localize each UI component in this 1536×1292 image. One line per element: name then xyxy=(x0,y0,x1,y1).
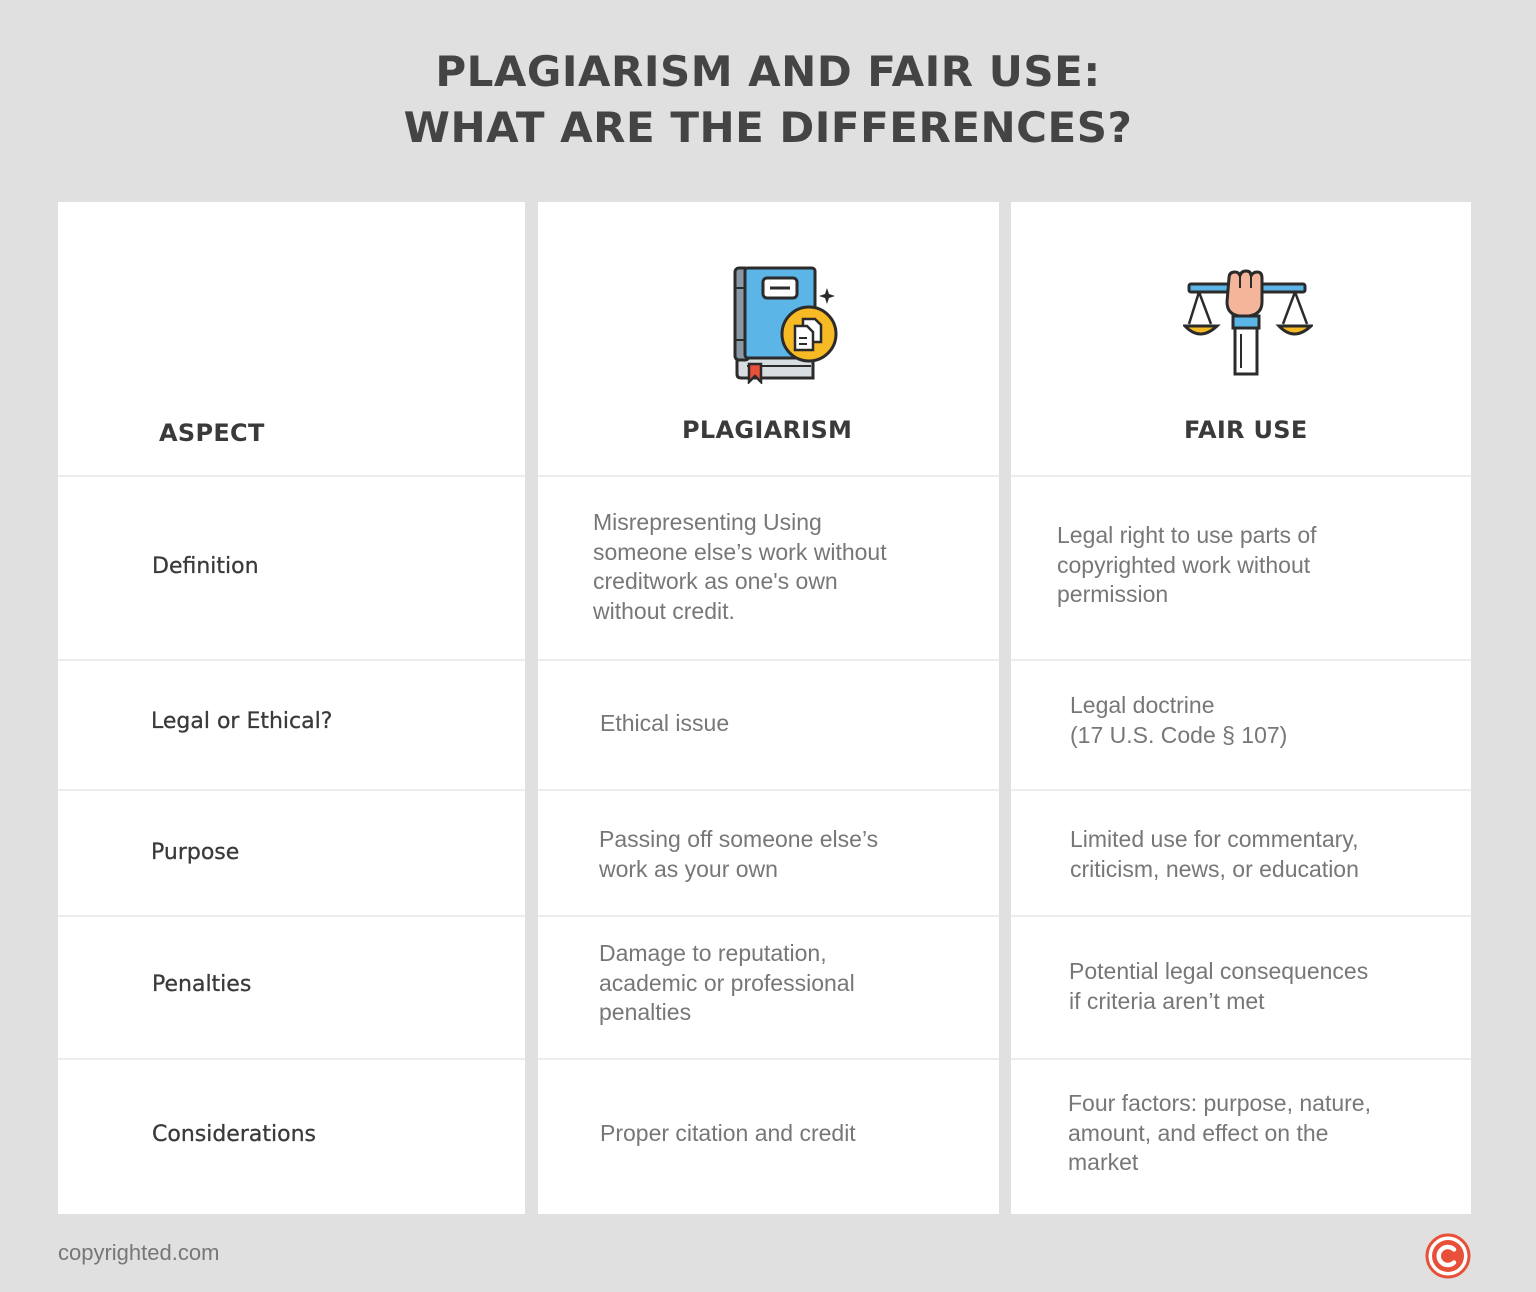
row-divider xyxy=(58,659,525,661)
plagiarism-column xyxy=(538,202,999,1214)
fair-use-column xyxy=(1011,202,1471,1214)
row-divider xyxy=(538,915,999,917)
row-divider xyxy=(1011,1058,1471,1060)
aspect-penalties: Penalties xyxy=(152,972,252,997)
aspect-header: ASPECT xyxy=(159,419,265,447)
plagiarism-legal-or-ethical: Ethical issue xyxy=(600,710,730,736)
plagiarism-penalties: Damage to reputation, academic or professional penalties xyxy=(599,940,855,1025)
book-with-document-icon xyxy=(731,264,841,384)
fair-use-purpose: Limited use for commentary, criticism, news, or education xyxy=(1070,826,1359,882)
aspect-legal-or-ethical: Legal or Ethical? xyxy=(151,709,333,734)
row-divider xyxy=(58,789,525,791)
row-divider xyxy=(538,1058,999,1060)
fair-use-considerations: Four factors: purpose, nature, amount, and effect on the market xyxy=(1068,1090,1371,1175)
row-divider xyxy=(58,915,525,917)
row-divider xyxy=(58,1058,525,1060)
fair-use-penalties: Potential legal consequences if criteria aren’t met xyxy=(1069,958,1369,1014)
copyright-c-logo-icon xyxy=(1425,1233,1471,1279)
aspect-purpose: Purpose xyxy=(151,840,240,865)
fair-use-legal-or-ethical: Legal doctrine (17 U.S. Code § 107) xyxy=(1070,692,1288,748)
aspect-definition: Definition xyxy=(152,554,259,579)
row-divider xyxy=(1011,915,1471,917)
source-credit: copyrighted.com xyxy=(58,1240,220,1265)
aspect-column xyxy=(58,202,525,1214)
title-line-1: PLAGIARISM AND FAIR USE: xyxy=(435,47,1101,96)
row-divider xyxy=(1011,475,1471,477)
plagiarism-header: PLAGIARISM xyxy=(682,416,853,444)
page-title xyxy=(0,44,1536,156)
title-line-2: WHAT ARE THE DIFFERENCES? xyxy=(403,103,1133,152)
hand-holding-scales-icon xyxy=(1183,268,1313,380)
row-divider xyxy=(1011,659,1471,661)
row-divider xyxy=(538,475,999,477)
row-divider xyxy=(1011,789,1471,791)
fair-use-definition: Legal right to use parts of copyrighted work without permission xyxy=(1057,522,1317,607)
row-divider xyxy=(538,789,999,791)
fair-use-header: FAIR USE xyxy=(1184,416,1308,444)
aspect-considerations: Considerations xyxy=(152,1122,316,1147)
plagiarism-definition: Misrepresenting Using someone else’s work without creditwork as one's own without credit. xyxy=(593,509,887,624)
plagiarism-purpose: Passing off someone else’s work as your own xyxy=(599,826,879,882)
row-divider xyxy=(58,475,525,477)
plagiarism-considerations: Proper citation and credit xyxy=(600,1120,856,1146)
row-divider xyxy=(538,659,999,661)
